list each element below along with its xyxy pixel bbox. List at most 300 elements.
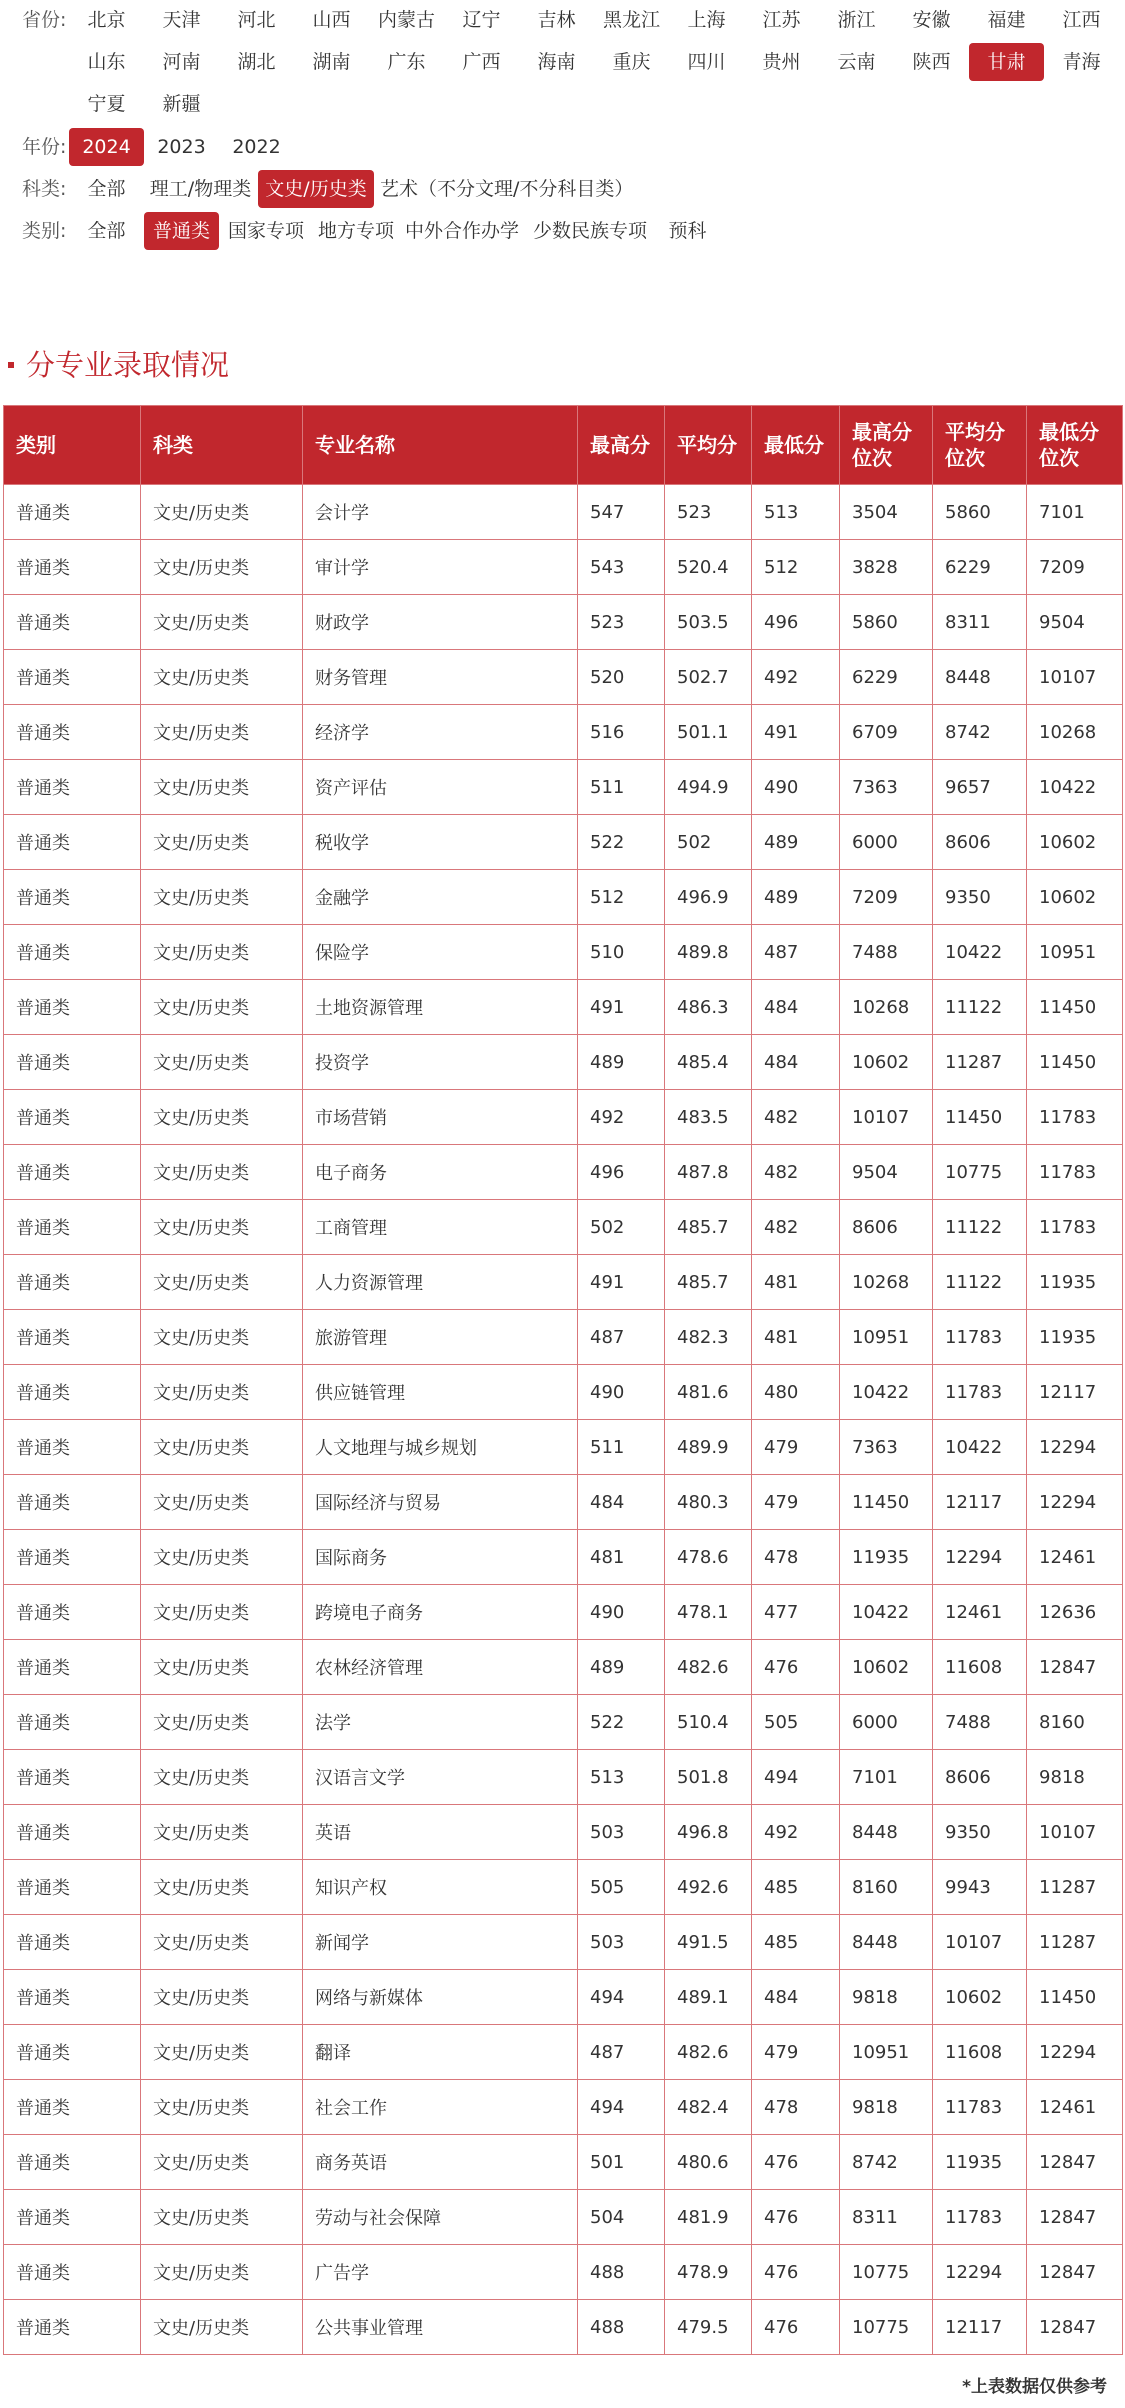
table-cell: 会计学 (303, 485, 578, 540)
province-option[interactable]: 黑龙江 (602, 9, 660, 31)
table-cell: 普通类 (4, 2245, 141, 2300)
subject-option[interactable]: 文史/历史类 (258, 170, 374, 208)
table-cell: 489 (752, 870, 840, 925)
province-filter-label: 省份: (22, 9, 67, 31)
table-cell: 523 (665, 485, 752, 540)
table-cell: 476 (752, 2245, 840, 2300)
table-cell: 市场营销 (303, 1090, 578, 1145)
table-cell: 知识产权 (303, 1860, 578, 1915)
table-cell: 文史/历史类 (141, 1090, 303, 1145)
table-cell: 普通类 (4, 2300, 141, 2355)
table-cell: 8448 (840, 1805, 933, 1860)
table-cell: 普通类 (4, 2025, 141, 2080)
table-cell: 476 (752, 2135, 840, 2190)
table-cell: 11783 (933, 2080, 1027, 2135)
province-option[interactable]: 上海 (687, 9, 726, 31)
subject-option[interactable]: 艺术（不分文理/不分科目类） (380, 178, 634, 200)
table-cell: 482.6 (665, 2025, 752, 2080)
disclaimer-note: *上表数据仅供参考 (962, 2377, 1107, 2397)
table-cell: 502.7 (665, 650, 752, 705)
table-cell: 6229 (840, 650, 933, 705)
table-cell: 文史/历史类 (141, 2245, 303, 2300)
category-option[interactable]: 地方专项 (317, 220, 394, 242)
table-cell: 479 (752, 1420, 840, 1475)
table-row (4, 650, 1123, 705)
table-cell: 484 (578, 1475, 665, 1530)
table-cell: 税收学 (303, 815, 578, 870)
table-cell: 485.7 (665, 1255, 752, 1310)
table-cell: 485.7 (665, 1200, 752, 1255)
table-cell: 511 (578, 1420, 665, 1475)
table-cell: 商务英语 (303, 2135, 578, 2190)
table-cell: 513 (752, 485, 840, 540)
table-cell: 481 (752, 1255, 840, 1310)
province-option[interactable]: 浙江 (837, 9, 876, 31)
table-cell: 12461 (933, 1585, 1027, 1640)
table-cell: 482.3 (665, 1310, 752, 1365)
table-cell: 480.6 (665, 2135, 752, 2190)
table-cell: 普通类 (4, 1090, 141, 1145)
table-cell: 10107 (840, 1090, 933, 1145)
province-option[interactable]: 辽宁 (462, 9, 501, 31)
table-cell: 486.3 (665, 980, 752, 1035)
table-cell: 10602 (1027, 815, 1123, 870)
table-cell: 投资学 (303, 1035, 578, 1090)
table-cell: 文史/历史类 (141, 650, 303, 705)
table-cell: 普通类 (4, 815, 141, 870)
table-cell: 普通类 (4, 1035, 141, 1090)
table-row (4, 485, 1123, 540)
table-cell: 普通类 (4, 1750, 141, 1805)
table-row (4, 1145, 1123, 1200)
table-cell: 484 (752, 1035, 840, 1090)
table-cell: 文史/历史类 (141, 1805, 303, 1860)
table-cell: 487.8 (665, 1145, 752, 1200)
column-header: 最低分 位次 (1027, 406, 1123, 485)
table-cell: 8606 (933, 815, 1027, 870)
table-cell: 文史/历史类 (141, 1475, 303, 1530)
table-row (4, 2245, 1123, 2300)
table-cell: 普通类 (4, 485, 141, 540)
column-header: 最低分 (752, 406, 840, 485)
table-cell: 普通类 (4, 925, 141, 980)
table-cell: 农林经济管理 (303, 1640, 578, 1695)
table-cell: 12294 (1027, 2025, 1123, 2080)
table-cell: 网络与新媒体 (303, 1970, 578, 2025)
table-cell: 普通类 (4, 1365, 141, 1420)
table-cell: 文史/历史类 (141, 485, 303, 540)
table-row (4, 2080, 1123, 2135)
table-row (4, 2135, 1123, 2190)
table-row (4, 540, 1123, 595)
table-cell: 11122 (933, 1255, 1027, 1310)
table-cell: 文史/历史类 (141, 1200, 303, 1255)
province-option[interactable]: 青海 (1062, 51, 1101, 73)
province-option[interactable]: 福建 (987, 9, 1026, 31)
table-cell: 翻译 (303, 2025, 578, 2080)
table-cell: 12117 (1027, 1365, 1123, 1420)
admission-score-table (3, 405, 1123, 2355)
table-cell: 477 (752, 1585, 840, 1640)
table-cell: 8606 (840, 1200, 933, 1255)
table-cell: 8606 (933, 1750, 1027, 1805)
category-option[interactable]: 全部 (87, 220, 126, 242)
province-option[interactable]: 陕西 (912, 51, 951, 73)
table-cell: 8160 (840, 1860, 933, 1915)
table-cell: 10602 (933, 1970, 1027, 2025)
table-cell: 482 (752, 1090, 840, 1145)
table-cell: 9657 (933, 760, 1027, 815)
table-row (4, 1420, 1123, 1475)
province-option[interactable]: 北京 (87, 9, 126, 31)
table-cell: 广告学 (303, 2245, 578, 2300)
table-cell: 文史/历史类 (141, 1970, 303, 2025)
table-cell: 文史/历史类 (141, 1860, 303, 1915)
table-cell: 512 (578, 870, 665, 925)
table-cell: 488 (578, 2245, 665, 2300)
column-header: 平均分 (665, 406, 752, 485)
table-cell: 7101 (840, 1750, 933, 1805)
table-cell: 12847 (1027, 2300, 1123, 2355)
table-cell: 494 (752, 1750, 840, 1805)
category-option[interactable]: 少数民族专项 (532, 220, 647, 242)
table-cell: 10422 (933, 925, 1027, 980)
table-cell: 普通类 (4, 705, 141, 760)
table-cell: 文史/历史类 (141, 1915, 303, 1970)
table-cell: 经济学 (303, 705, 578, 760)
table-cell: 普通类 (4, 2080, 141, 2135)
table-cell: 494.9 (665, 760, 752, 815)
table-row (4, 980, 1123, 1035)
table-cell: 9818 (840, 2080, 933, 2135)
table-cell: 普通类 (4, 1255, 141, 1310)
table-cell: 文史/历史类 (141, 1310, 303, 1365)
table-cell: 10775 (840, 2300, 933, 2355)
table-cell: 512 (752, 540, 840, 595)
table-cell: 人力资源管理 (303, 1255, 578, 1310)
column-header: 类别 (4, 406, 141, 485)
table-cell: 文史/历史类 (141, 760, 303, 815)
table-cell: 12294 (933, 2245, 1027, 2300)
table-cell: 520 (578, 650, 665, 705)
table-cell: 文史/历史类 (141, 705, 303, 760)
table-cell: 普通类 (4, 1585, 141, 1640)
table-cell: 10775 (933, 1145, 1027, 1200)
table-cell: 496.9 (665, 870, 752, 925)
table-cell: 英语 (303, 1805, 578, 1860)
table-cell: 6000 (840, 815, 933, 870)
table-cell: 510 (578, 925, 665, 980)
table-row (4, 1585, 1123, 1640)
province-option[interactable]: 广西 (462, 51, 501, 73)
table-cell: 485 (752, 1915, 840, 1970)
year-option[interactable]: 2024 (69, 128, 144, 166)
table-cell: 资产评估 (303, 760, 578, 815)
province-option[interactable]: 云南 (837, 51, 876, 73)
table-cell: 6709 (840, 705, 933, 760)
table-cell: 496.8 (665, 1805, 752, 1860)
table-cell: 普通类 (4, 1970, 141, 2025)
table-cell: 文史/历史类 (141, 1365, 303, 1420)
table-row (4, 1640, 1123, 1695)
column-header: 最高分 位次 (840, 406, 933, 485)
province-option[interactable]: 吉林 (537, 9, 576, 31)
table-cell: 11783 (933, 1310, 1027, 1365)
table-row (4, 1200, 1123, 1255)
table-cell: 481.6 (665, 1365, 752, 1420)
table-cell: 11450 (840, 1475, 933, 1530)
table-cell: 8160 (1027, 1695, 1123, 1750)
province-option[interactable]: 山西 (312, 9, 351, 31)
table-cell: 11287 (1027, 1915, 1123, 1970)
category-option[interactable]: 中外合作办学 (404, 220, 519, 242)
province-option[interactable]: 内蒙古 (377, 9, 435, 31)
subject-filter-label: 科类: (22, 178, 67, 200)
table-row (4, 815, 1123, 870)
table-cell: 10268 (1027, 705, 1123, 760)
table-cell: 480 (752, 1365, 840, 1420)
table-cell: 普通类 (4, 1695, 141, 1750)
table-cell: 6229 (933, 540, 1027, 595)
table-cell: 文史/历史类 (141, 1255, 303, 1310)
table-cell: 新闻学 (303, 1915, 578, 1970)
table-cell: 496 (578, 1145, 665, 1200)
table-cell: 479.5 (665, 2300, 752, 2355)
table-cell: 501.1 (665, 705, 752, 760)
table-row (4, 870, 1123, 925)
subject-option[interactable]: 全部 (87, 178, 126, 200)
table-row (4, 1090, 1123, 1145)
table-cell: 普通类 (4, 760, 141, 815)
table-cell: 485 (752, 1860, 840, 1915)
table-cell: 普通类 (4, 1420, 141, 1475)
table-cell: 10268 (840, 980, 933, 1035)
province-option[interactable]: 安徽 (912, 9, 951, 31)
table-cell: 10602 (840, 1035, 933, 1090)
province-option[interactable]: 海南 (537, 51, 576, 73)
table-row (4, 2025, 1123, 2080)
year-option[interactable]: 2023 (157, 136, 206, 158)
table-row (4, 1860, 1123, 1915)
table-row (4, 760, 1123, 815)
table-cell: 10107 (1027, 1805, 1123, 1860)
table-cell: 11783 (1027, 1200, 1123, 1255)
province-option[interactable]: 天津 (162, 9, 201, 31)
table-cell: 11608 (933, 1640, 1027, 1695)
table-cell: 11783 (933, 1365, 1027, 1420)
table-cell: 审计学 (303, 540, 578, 595)
table-cell: 490 (578, 1585, 665, 1640)
table-cell: 492 (752, 650, 840, 705)
table-cell: 9818 (1027, 1750, 1123, 1805)
table-cell: 11450 (1027, 1970, 1123, 2025)
table-cell: 11450 (1027, 980, 1123, 1035)
column-header: 科类 (141, 406, 303, 485)
table-cell: 文史/历史类 (141, 1585, 303, 1640)
table-cell: 505 (578, 1860, 665, 1915)
table-row (4, 1970, 1123, 2025)
table-cell: 11783 (1027, 1145, 1123, 1200)
table-cell: 491 (578, 1255, 665, 1310)
table-cell: 汉语言文学 (303, 1750, 578, 1805)
table-cell: 5860 (933, 485, 1027, 540)
table-cell: 513 (578, 1750, 665, 1805)
section-title-marker (8, 362, 14, 368)
table-cell: 503 (578, 1805, 665, 1860)
province-option[interactable]: 江西 (1062, 9, 1101, 31)
table-cell: 文史/历史类 (141, 1750, 303, 1805)
province-option[interactable]: 广东 (387, 51, 426, 73)
table-cell: 保险学 (303, 925, 578, 980)
table-cell: 7363 (840, 760, 933, 815)
table-cell: 法学 (303, 1695, 578, 1750)
table-cell: 普通类 (4, 1805, 141, 1860)
table-cell: 481 (752, 1310, 840, 1365)
province-option[interactable]: 湖北 (237, 51, 276, 73)
table-cell: 文史/历史类 (141, 1695, 303, 1750)
province-option[interactable]: 贵州 (762, 51, 801, 73)
province-option[interactable]: 河北 (237, 9, 276, 31)
table-cell: 476 (752, 2190, 840, 2245)
province-option[interactable]: 山东 (87, 51, 126, 73)
year-option[interactable]: 2022 (232, 136, 281, 158)
table-cell: 12847 (1027, 2190, 1123, 2245)
table-cell: 12847 (1027, 2135, 1123, 2190)
table-cell: 9943 (933, 1860, 1027, 1915)
table-cell: 金融学 (303, 870, 578, 925)
table-cell: 489 (752, 815, 840, 870)
category-option[interactable]: 国家专项 (227, 220, 304, 242)
table-cell: 480.3 (665, 1475, 752, 1530)
table-cell: 文史/历史类 (141, 815, 303, 870)
table-cell: 普通类 (4, 1530, 141, 1585)
table-cell: 12294 (933, 1530, 1027, 1585)
section-title-text: 分专业录取情况 (26, 348, 230, 382)
table-cell: 10951 (840, 2025, 933, 2080)
table-cell: 487 (578, 2025, 665, 2080)
table-row (4, 925, 1123, 980)
table-cell: 普通类 (4, 2190, 141, 2245)
table-cell: 492 (578, 1090, 665, 1145)
table-cell: 普通类 (4, 1310, 141, 1365)
table-cell: 11122 (933, 980, 1027, 1035)
table-cell: 482 (752, 1145, 840, 1200)
table-cell: 503.5 (665, 595, 752, 650)
table-cell: 10951 (840, 1310, 933, 1365)
table-cell: 土地资源管理 (303, 980, 578, 1035)
table-cell: 543 (578, 540, 665, 595)
table-cell: 7209 (840, 870, 933, 925)
table-cell: 3504 (840, 485, 933, 540)
category-filter-label: 类别: (22, 220, 67, 242)
table-row (4, 2190, 1123, 2245)
table-row (4, 1255, 1123, 1310)
table-cell: 490 (752, 760, 840, 815)
province-option[interactable]: 新疆 (162, 93, 201, 115)
category-option[interactable]: 普通类 (144, 212, 219, 250)
table-cell: 文史/历史类 (141, 540, 303, 595)
table-cell: 479 (752, 2025, 840, 2080)
table-cell: 9818 (840, 1970, 933, 2025)
table-cell: 财政学 (303, 595, 578, 650)
table-cell: 文史/历史类 (141, 595, 303, 650)
table-cell: 522 (578, 815, 665, 870)
table-cell: 文史/历史类 (141, 1145, 303, 1200)
table-cell: 8448 (933, 650, 1027, 705)
table-cell: 491 (752, 705, 840, 760)
table-cell: 8448 (840, 1915, 933, 1970)
table-cell: 普通类 (4, 1915, 141, 1970)
column-header: 平均分 位次 (933, 406, 1027, 485)
table-cell: 7209 (1027, 540, 1123, 595)
category-option[interactable]: 预科 (668, 220, 707, 242)
table-cell: 478.9 (665, 2245, 752, 2300)
table-cell: 8311 (933, 595, 1027, 650)
table-row (4, 1475, 1123, 1530)
table-cell: 481 (578, 1530, 665, 1585)
table-cell: 供应链管理 (303, 1365, 578, 1420)
table-cell: 11783 (1027, 1090, 1123, 1145)
table-cell: 11287 (933, 1035, 1027, 1090)
table-cell: 9504 (840, 1145, 933, 1200)
table-cell: 公共事业管理 (303, 2300, 578, 2355)
table-cell: 12847 (1027, 2245, 1123, 2300)
table-cell: 文史/历史类 (141, 1640, 303, 1695)
table-cell: 12461 (1027, 2080, 1123, 2135)
table-cell: 国际商务 (303, 1530, 578, 1585)
table-cell: 11287 (1027, 1860, 1123, 1915)
table-cell: 489.1 (665, 1970, 752, 2025)
table-cell: 旅游管理 (303, 1310, 578, 1365)
table-cell: 522 (578, 1695, 665, 1750)
table-cell: 12847 (1027, 1640, 1123, 1695)
table-cell: 9504 (1027, 595, 1123, 650)
table-cell: 492 (752, 1805, 840, 1860)
table-cell: 9350 (933, 870, 1027, 925)
table-cell: 505 (752, 1695, 840, 1750)
subject-option[interactable]: 理工/物理类 (149, 178, 252, 200)
table-cell: 482 (752, 1200, 840, 1255)
province-option[interactable]: 甘肃 (969, 43, 1044, 81)
table-cell: 482.6 (665, 1640, 752, 1695)
table-cell: 文史/历史类 (141, 870, 303, 925)
province-option[interactable]: 江苏 (762, 9, 801, 31)
table-cell: 10951 (1027, 925, 1123, 980)
table-cell: 494 (578, 1970, 665, 2025)
table-row (4, 2300, 1123, 2355)
province-option[interactable]: 重庆 (612, 51, 651, 73)
table-cell: 社会工作 (303, 2080, 578, 2135)
table-cell: 文史/历史类 (141, 2080, 303, 2135)
table-cell: 7101 (1027, 485, 1123, 540)
table-cell: 文史/历史类 (141, 925, 303, 980)
province-option[interactable]: 湖南 (312, 51, 351, 73)
table-row (4, 1365, 1123, 1420)
table-cell: 普通类 (4, 1640, 141, 1695)
province-option[interactable]: 河南 (162, 51, 201, 73)
province-option[interactable]: 宁夏 (87, 93, 126, 115)
table-cell: 11608 (933, 2025, 1027, 2080)
table-cell: 11935 (840, 1530, 933, 1585)
table-cell: 489 (578, 1640, 665, 1695)
table-cell: 479 (752, 1475, 840, 1530)
table-cell: 文史/历史类 (141, 1035, 303, 1090)
province-option[interactable]: 四川 (687, 51, 726, 73)
table-cell: 普通类 (4, 1145, 141, 1200)
table-cell: 11935 (1027, 1310, 1123, 1365)
table-cell: 523 (578, 595, 665, 650)
table-cell: 11935 (933, 2135, 1027, 2190)
